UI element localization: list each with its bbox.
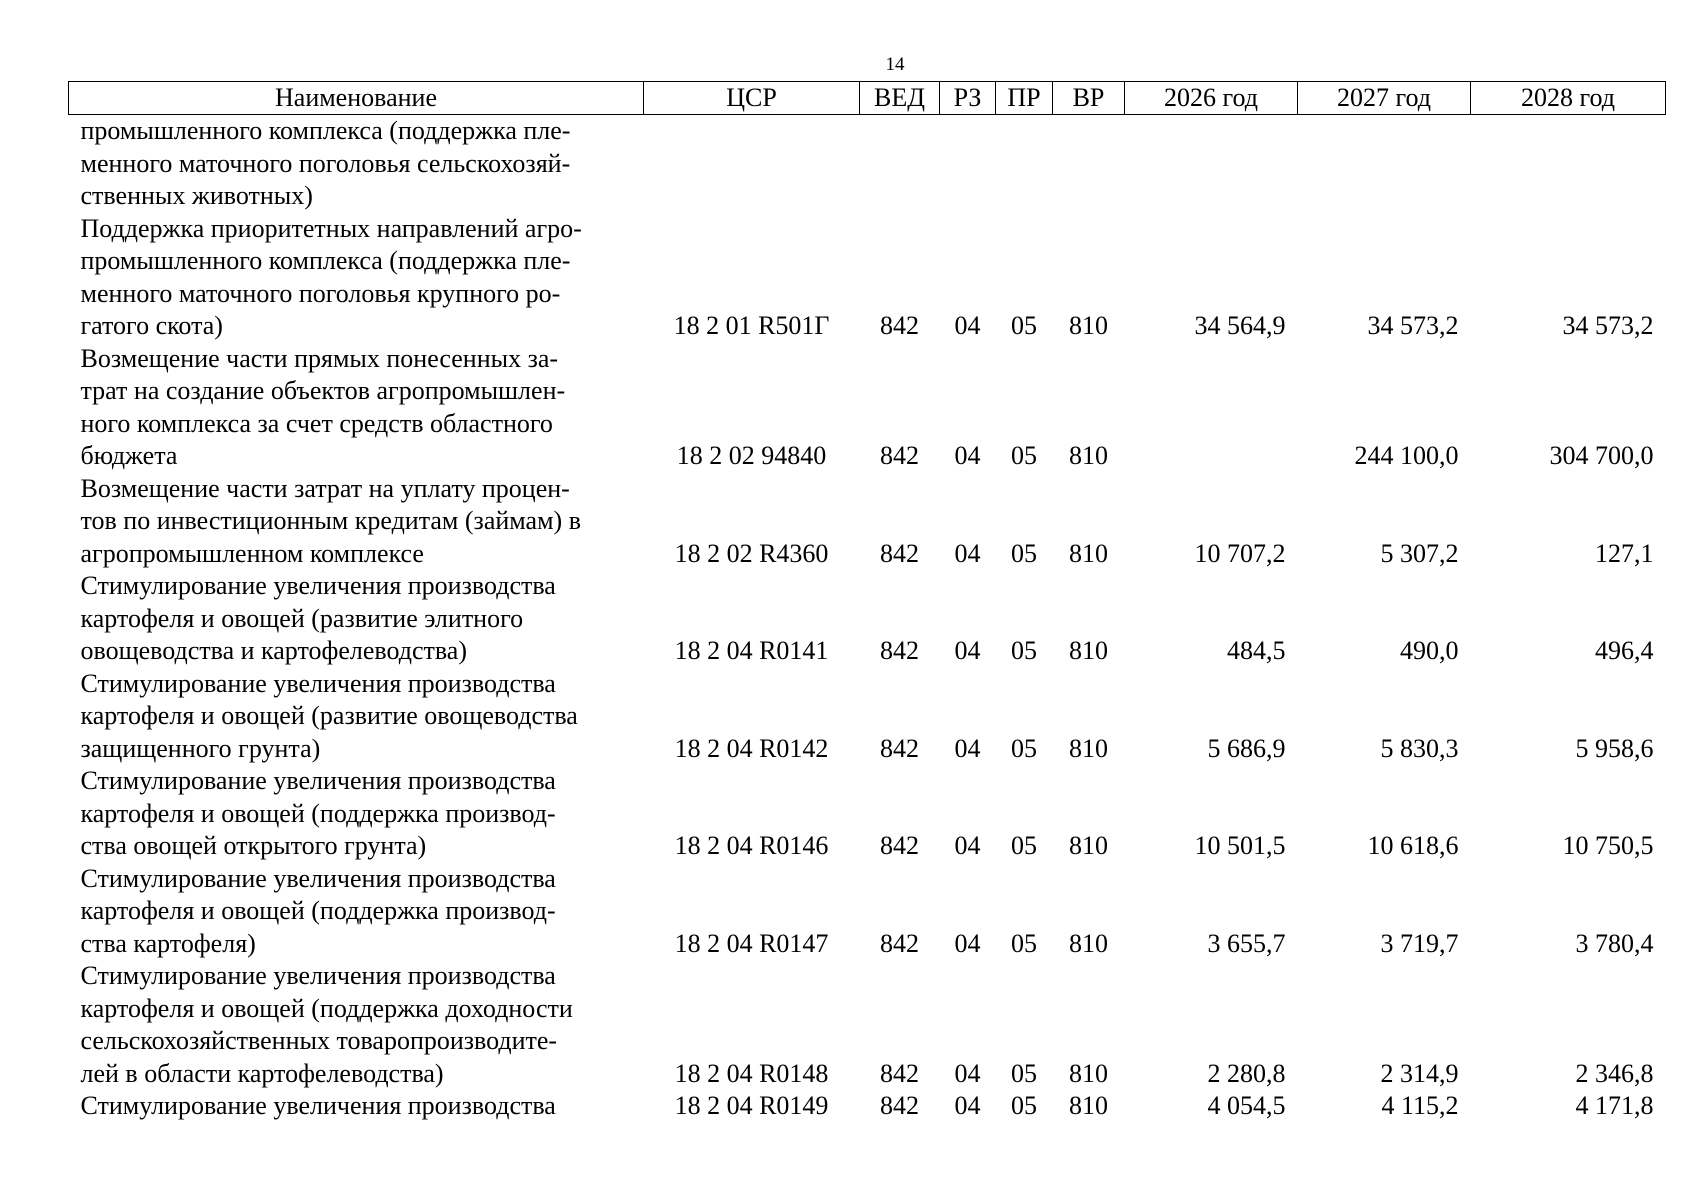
row-amount-2027: 3 719,7 [1380,928,1459,958]
row-name-line: ства картофеля) [80,928,256,958]
header-ved: ВЕД [860,82,940,115]
row-name-line: Поддержка приоритетных направлений агро- [80,213,582,243]
table-row [69,863,1666,961]
row-amount-2028: 304 700,0 [1549,441,1654,470]
row-name-line: ства овощей открытого грунта) [80,831,427,860]
table-row [69,473,1666,571]
row-ved: 842 [880,441,919,470]
row-pr [996,115,1053,213]
row-rz: 04 [954,928,981,958]
row-amount-2027: 244 100,0 [1354,441,1459,470]
row-amount-2027: 34 573,2 [1367,311,1459,340]
budget-table [68,81,1666,1123]
row-csr: 18 2 04 R0141 [674,636,829,665]
header-name: Наименование [69,82,644,115]
row-vr: 810 [1069,831,1108,860]
row-rz: 04 [954,441,981,470]
header-vr: ВР [1053,82,1125,115]
row-name [69,668,644,766]
table-row [69,115,1666,213]
row-name [69,1090,644,1123]
row-pr: 05 [1011,311,1037,340]
row-pr: 05 [1011,441,1037,470]
row-name [69,115,644,213]
row-vr: 810 [1069,1091,1108,1120]
row-amount-2027: 490,0 [1400,636,1459,665]
row-ved: 842 [880,1058,919,1088]
row-vr: 810 [1069,538,1108,568]
row-ved: 842 [880,1091,919,1120]
row-rz: 04 [954,733,981,763]
page-number: 14 [885,54,905,75]
row-csr: 18 2 04 R0142 [674,733,829,763]
table-body [69,115,1666,1123]
row-vr: 810 [1069,311,1108,340]
row-csr: 18 2 04 R0149 [674,1091,829,1120]
row-amount-2028: 4 171,8 [1575,1091,1654,1120]
row-vr: 810 [1069,636,1108,665]
row-amount-2027: 4 115,2 [1381,1091,1459,1120]
row-csr: 18 2 02 R4360 [674,538,829,568]
row-rz: 04 [954,1058,981,1088]
row-amount-2026: 10 707,2 [1194,538,1286,568]
row-amount-2026 [1125,115,1298,213]
header-csr: ЦСР [644,82,860,115]
table-row [69,570,1666,668]
row-name [69,863,644,961]
row-name-line: Стимулирование увеличения производства [80,668,556,698]
row-name-line: Возмещение части затрат на уплату процен- [80,473,570,503]
row-amount-2028: 2 346,8 [1575,1058,1654,1088]
row-ved: 842 [880,311,919,340]
table-row [69,960,1666,1090]
row-name-line: агропромышленном комплексе [80,538,424,568]
row-amount-2026: 2 280,8 [1207,1058,1286,1088]
row-rz: 04 [954,831,981,860]
row-amount-2026 [1125,343,1298,473]
row-ved: 842 [880,928,919,958]
row-name-line: ственных животных) [80,181,313,210]
row-name-line: картофеля и овощей (поддержка производ- [80,798,556,828]
row-ved: 842 [880,538,919,568]
row-amount-2027: 5 830,3 [1380,733,1459,763]
row-amount-2027: 5 307,2 [1380,538,1459,568]
row-amount-2028: 5 958,6 [1575,733,1654,763]
row-name-line: бюджета [80,441,178,470]
table-row [69,765,1666,863]
row-name-line: гатого скота) [80,311,223,340]
row-ved: 842 [880,733,919,763]
row-name-line: Стимулирование увеличения производства [80,1091,556,1120]
row-amount-2028: 10 750,5 [1562,831,1654,860]
row-name-line: картофеля и овощей (развитие элитного [80,603,524,633]
row-name-line: Стимулирование увеличения производства [80,863,556,893]
row-csr [644,115,860,213]
row-vr: 810 [1069,441,1108,470]
header-2028: 2028 год [1471,82,1666,115]
header-pr: ПР [996,82,1053,115]
row-ved [860,115,940,213]
header-2026: 2026 год [1125,82,1298,115]
row-rz [940,115,996,213]
row-vr: 810 [1069,733,1108,763]
row-amount-2028: 127,1 [1595,538,1654,568]
row-amount-2026: 5 686,9 [1207,733,1286,763]
header-2027: 2027 год [1298,82,1471,115]
row-name-line: Возмещение части прямых понесенных за- [80,343,559,373]
row-name [69,570,644,668]
row-name-line: ного комплекса за счет средств областного [80,408,553,438]
row-name-line: лей в области картофелеводства) [80,1058,444,1088]
row-name-line: Стимулирование увеличения производства [80,766,556,795]
row-ved: 842 [880,831,919,860]
row-vr: 810 [1069,1058,1108,1088]
row-name-line: Стимулирование увеличения производства [80,571,556,600]
row-csr: 18 2 04 R0147 [674,928,829,958]
table-header-row [69,82,1666,115]
table-row [69,343,1666,473]
row-vr [1053,115,1125,213]
row-amount-2027 [1298,115,1471,213]
row-name-line: Стимулирование увеличения производства [80,961,556,990]
table-row [69,213,1666,343]
row-vr: 810 [1069,928,1108,958]
row-pr: 05 [1011,831,1037,860]
row-name-line: промышленного комплекса (поддержка пле- [80,116,571,145]
header-rz: РЗ [940,82,996,115]
row-amount-2027: 2 314,9 [1380,1058,1459,1088]
row-pr: 05 [1011,538,1037,568]
row-name-line: сельскохозяйственных товаропроизводите- [80,1026,558,1055]
row-csr: 18 2 02 94840 [676,441,827,470]
row-amount-2026: 4 054,5 [1207,1091,1286,1120]
row-amount-2026: 10 501,5 [1194,831,1286,860]
row-name [69,960,644,1090]
row-pr: 05 [1011,733,1037,763]
table-row [69,1090,1666,1123]
row-csr: 18 2 04 R0146 [674,831,829,860]
row-name-line: овощеводства и картофелеводства) [80,636,467,665]
row-name [69,765,644,863]
row-name [69,213,644,343]
row-name-line: картофеля и овощей (развитие овощеводства [80,701,578,730]
row-pr: 05 [1011,1091,1037,1120]
row-amount-2028: 496,4 [1595,636,1654,665]
row-rz: 04 [954,311,981,340]
row-amount-2026: 3 655,7 [1207,928,1286,958]
row-pr: 05 [1011,636,1037,665]
row-pr: 05 [1011,928,1037,958]
row-name-line: менного маточного поголовья крупного ро- [80,278,561,308]
row-name-line: трат на создание объектов агропромышлен- [80,376,566,405]
row-name-line: картофеля и овощей (поддержка доходности [80,993,573,1023]
row-rz: 04 [954,538,981,568]
row-rz: 04 [954,1091,981,1120]
row-amount-2028 [1471,115,1666,213]
row-csr: 18 2 01 R501Г [673,311,830,340]
table-row [69,668,1666,766]
row-ved: 842 [880,636,919,665]
row-name-line: промышленного комплекса (поддержка пле- [80,246,571,275]
row-amount-2026: 484,5 [1227,636,1286,665]
row-amount-2026: 34 564,9 [1194,311,1286,340]
row-name [69,343,644,473]
row-name-line: тов по инвестиционным кредитам (займам) в [80,506,581,535]
row-amount-2028: 3 780,4 [1575,928,1654,958]
row-rz: 04 [954,636,981,665]
row-name-line: защищенного грунта) [80,733,321,763]
row-amount-2028: 34 573,2 [1562,311,1654,340]
row-name-line: менного маточного поголовья сельскохозяй- [80,148,571,178]
row-name-line: картофеля и овощей (поддержка производ- [80,896,556,925]
row-pr: 05 [1011,1058,1037,1088]
row-csr: 18 2 04 R0148 [674,1058,829,1088]
row-amount-2027: 10 618,6 [1367,831,1459,860]
row-name [69,473,644,571]
